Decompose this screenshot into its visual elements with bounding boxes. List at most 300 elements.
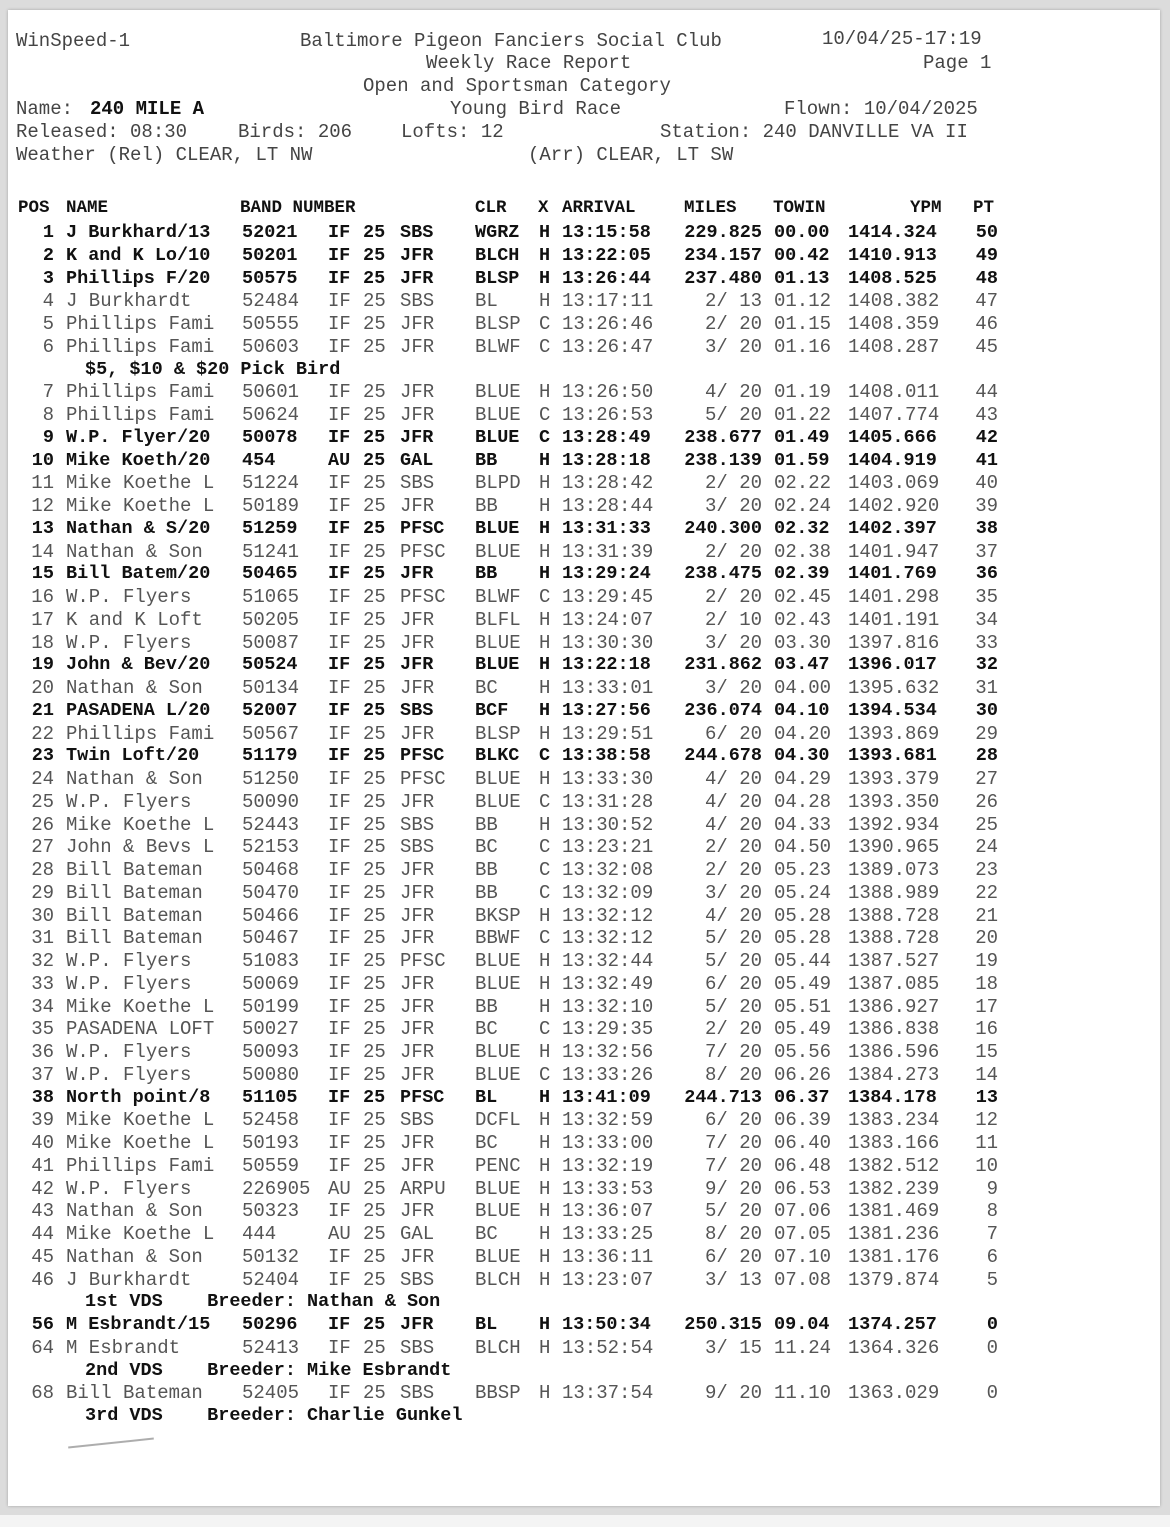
cell-band: 52404	[242, 1269, 300, 1291]
cell-clr: BLUE	[475, 768, 521, 790]
table-row	[8, 859, 1108, 881]
cell-clr: BB	[475, 814, 498, 836]
cell-ypm: 1364.326	[848, 1337, 940, 1359]
cell-x: H	[539, 1109, 551, 1131]
cell-pos: 42	[31, 1178, 54, 1200]
cell-ypm: 1393.379	[848, 768, 940, 790]
cell-towin: 04.28	[774, 791, 832, 813]
cell-pt: 33	[975, 632, 998, 654]
cell-name: J Burkhard/13	[66, 222, 211, 243]
cell-club: JFR	[400, 404, 435, 426]
cell-club: JFR	[400, 495, 435, 517]
cell-band: 52413	[242, 1337, 300, 1359]
cell-name: Mike Koethe L	[66, 1109, 215, 1131]
cell-club: JFR	[400, 996, 435, 1018]
cell-assoc: IF	[328, 1041, 351, 1063]
cell-pt: 43	[975, 404, 998, 426]
cell-assoc: IF	[328, 1269, 351, 1291]
cell-arrival: 13:31:33	[562, 518, 651, 539]
cell-ypm: 1393.869	[848, 723, 940, 745]
cell-x: H	[539, 381, 551, 403]
cell-clr: BB	[475, 859, 498, 881]
table-row	[8, 791, 1108, 813]
cell-arrival: 13:17:11	[562, 290, 654, 312]
cell-yr: 25	[363, 859, 386, 881]
cell-pt: 0	[986, 1382, 998, 1404]
cell-assoc: IF	[328, 632, 351, 654]
cell-clr: BLPD	[475, 472, 521, 494]
cell-arrival: 13:26:44	[562, 268, 651, 289]
cell-clr: WGRZ	[475, 222, 520, 243]
col-towin: TOWIN	[773, 198, 826, 218]
cell-clr: BB	[475, 495, 498, 517]
page-number: Page 1	[923, 52, 992, 74]
cell-band: 454	[242, 450, 276, 471]
cell-name: Nathan & Son	[66, 677, 203, 699]
cell-assoc: AU	[328, 450, 351, 471]
cell-clr: BLUE	[475, 1178, 521, 1200]
cell-clr: BLUE	[475, 950, 521, 972]
cell-towin: 01.22	[774, 404, 832, 426]
cell-pos: 10	[31, 450, 54, 471]
cell-miles: 5/ 20	[704, 996, 762, 1018]
cell-x: H	[539, 1314, 551, 1335]
report-page	[8, 10, 1160, 1506]
cell-miles: 238.677	[684, 427, 762, 448]
cell-assoc: IF	[328, 541, 351, 563]
cell-x: C	[539, 745, 551, 766]
cell-ypm: 1384.178	[848, 1087, 937, 1108]
cell-towin: 06.37	[774, 1087, 830, 1108]
cell-pos: 40	[31, 1132, 54, 1154]
cell-pos: 2	[42, 245, 54, 266]
cell-yr: 25	[363, 1246, 386, 1268]
cell-clr: BLUE	[475, 973, 521, 995]
cell-club: JFR	[400, 927, 435, 949]
cell-band: 52007	[242, 700, 298, 721]
cell-assoc: IF	[328, 723, 351, 745]
cell-clr: BLWF	[475, 336, 521, 358]
cell-pos: 31	[31, 927, 54, 949]
cell-pos: 39	[31, 1109, 54, 1131]
cell-clr: BLUE	[475, 654, 520, 675]
cell-pos: 36	[31, 1041, 54, 1063]
cell-pt: 0	[986, 1337, 998, 1359]
cell-band: 50323	[242, 1200, 300, 1222]
cell-pt: 30	[975, 700, 998, 721]
cell-towin: 05.28	[774, 905, 832, 927]
cell-clr: BKSP	[475, 905, 521, 927]
cell-pos: 46	[31, 1269, 54, 1291]
table-row	[8, 1064, 1108, 1086]
col-x: X	[538, 198, 549, 218]
cell-x: C	[539, 927, 551, 949]
table-row	[8, 1132, 1108, 1154]
cell-towin: 11.10	[774, 1382, 832, 1404]
cell-club: JFR	[400, 1314, 434, 1335]
cell-x: C	[539, 313, 551, 335]
cell-ypm: 1387.085	[848, 973, 940, 995]
race-note: 2nd VDS Breeder: Mike Esbrandt	[85, 1360, 452, 1381]
table-row	[8, 563, 1108, 585]
cell-clr: BBWF	[475, 927, 521, 949]
cell-arrival: 13:28:42	[562, 472, 654, 494]
cell-name: J Burkhardt	[66, 1269, 192, 1291]
cell-arrival: 13:32:59	[562, 1109, 654, 1131]
cell-yr: 25	[363, 700, 386, 721]
cell-name: Phillips Fami	[66, 381, 215, 403]
cell-band: 52484	[242, 290, 300, 312]
cell-ypm: 1387.527	[848, 950, 940, 972]
cell-pt: 6	[986, 1246, 998, 1268]
cell-ypm: 1405.666	[848, 427, 937, 448]
cell-club: SBS	[400, 700, 434, 721]
cell-band: 52443	[242, 814, 300, 836]
cell-arrival: 13:29:24	[562, 563, 651, 584]
cell-yr: 25	[363, 1087, 386, 1108]
cell-name: Mike Koethe L	[66, 814, 215, 836]
cell-name: Mike Koethe L	[66, 1132, 215, 1154]
cell-club: PFSC	[400, 950, 446, 972]
col-clr: CLR	[475, 198, 507, 218]
cell-assoc: IF	[328, 654, 351, 675]
cell-assoc: IF	[328, 859, 351, 881]
cell-x: H	[539, 1269, 551, 1291]
cell-pos: 15	[31, 563, 54, 584]
cell-pos: 17	[31, 609, 54, 631]
cell-name: Phillips Fami	[66, 1155, 215, 1177]
cell-yr: 25	[363, 973, 386, 995]
cell-clr: BLCH	[475, 1337, 521, 1359]
cell-yr: 25	[363, 1223, 386, 1245]
cell-pos: 3	[42, 268, 54, 289]
cell-ypm: 1401.947	[848, 541, 940, 563]
cell-arrival: 13:26:46	[562, 313, 654, 335]
cell-arrival: 13:38:58	[562, 745, 651, 766]
cell-towin: 04.30	[774, 745, 830, 766]
cell-clr: BCF	[475, 700, 509, 721]
cell-arrival: 13:31:28	[562, 791, 654, 813]
cell-club: JFR	[400, 1064, 435, 1086]
cell-name: W.P. Flyers	[66, 1041, 192, 1063]
cell-miles: 6/ 20	[704, 1109, 762, 1131]
cell-band: 50559	[242, 1155, 300, 1177]
cell-miles: 4/ 20	[704, 381, 762, 403]
cell-x: H	[539, 905, 551, 927]
cell-band: 50466	[242, 905, 300, 927]
cell-ypm: 1408.359	[848, 313, 940, 335]
cell-club: GAL	[400, 450, 434, 471]
cell-club: PFSC	[400, 745, 445, 766]
cell-yr: 25	[363, 996, 386, 1018]
cell-pt: 8	[986, 1200, 998, 1222]
cell-miles: 7/ 20	[704, 1041, 762, 1063]
cell-name: Mike Koethe L	[66, 472, 215, 494]
report-title: Weekly Race Report	[426, 52, 632, 74]
cell-pos: 28	[31, 859, 54, 881]
cell-assoc: IF	[328, 814, 351, 836]
cell-band: 50189	[242, 495, 300, 517]
cell-ypm: 1404.919	[848, 450, 937, 471]
cell-club: SBS	[400, 472, 435, 494]
cell-pt: 47	[975, 290, 998, 312]
background-strip	[0, 1515, 1170, 1527]
cell-arrival: 13:32:12	[562, 905, 654, 927]
cell-assoc: IF	[328, 677, 351, 699]
cell-club: JFR	[400, 1155, 435, 1177]
cell-x: H	[539, 563, 551, 584]
cell-towin: 00.00	[774, 222, 830, 243]
cell-pos: 13	[31, 518, 54, 539]
cell-band: 50467	[242, 927, 300, 949]
cell-name: Nathan & S/20	[66, 518, 211, 539]
cell-arrival: 13:30:30	[562, 632, 654, 654]
cell-clr: BC	[475, 677, 498, 699]
cell-x: H	[539, 1382, 551, 1404]
cell-pos: 5	[42, 313, 54, 335]
cell-x: H	[539, 472, 551, 494]
cell-towin: 06.53	[774, 1178, 832, 1200]
cell-band: 51250	[242, 768, 300, 790]
cell-club: PFSC	[400, 1087, 445, 1108]
cell-arrival: 13:29:35	[562, 1018, 654, 1040]
cell-miles: 3/ 20	[704, 632, 762, 654]
cell-yr: 25	[363, 1041, 386, 1063]
cell-towin: 02.45	[774, 586, 832, 608]
cell-arrival: 13:23:21	[562, 836, 654, 858]
cell-yr: 25	[363, 609, 386, 631]
cell-assoc: IF	[328, 381, 351, 403]
cell-miles: 4/ 20	[704, 814, 762, 836]
cell-ypm: 1383.166	[848, 1132, 940, 1154]
cell-arrival: 13:33:25	[562, 1223, 654, 1245]
cell-pos: 16	[31, 586, 54, 608]
cell-club: JFR	[400, 609, 435, 631]
cell-yr: 25	[363, 836, 386, 858]
cell-x: H	[539, 654, 551, 675]
cell-yr: 25	[363, 1382, 386, 1404]
cell-assoc: IF	[328, 1132, 351, 1154]
cell-yr: 25	[363, 1200, 386, 1222]
cell-towin: 11.24	[774, 1337, 832, 1359]
cell-clr: PENC	[475, 1155, 521, 1177]
table-row	[8, 1314, 1108, 1336]
cell-club: JFR	[400, 859, 435, 881]
cell-club: JFR	[400, 1041, 435, 1063]
cell-band: 444	[242, 1223, 277, 1245]
cell-club: JFR	[400, 1018, 435, 1040]
cell-arrival: 13:33:01	[562, 677, 654, 699]
cell-assoc: IF	[328, 1109, 351, 1131]
cell-towin: 04.33	[774, 814, 832, 836]
loft-count: Lofts: 12	[401, 121, 504, 143]
cell-yr: 25	[363, 268, 386, 289]
cell-miles: 4/ 20	[704, 905, 762, 927]
cell-band: 50093	[242, 1041, 300, 1063]
cell-ypm: 1402.397	[848, 518, 937, 539]
cell-pos: 25	[31, 791, 54, 813]
cell-towin: 07.08	[774, 1269, 832, 1291]
table-row	[8, 996, 1108, 1018]
cell-assoc: IF	[328, 1382, 351, 1404]
cell-club: SBS	[400, 814, 435, 836]
cell-arrival: 13:26:53	[562, 404, 654, 426]
cell-x: H	[539, 609, 551, 631]
report-datetime: 10/04/25-17:19	[822, 28, 982, 50]
cell-towin: 01.19	[774, 381, 832, 403]
cell-assoc: IF	[328, 1246, 351, 1268]
cell-pt: 15	[975, 1041, 998, 1063]
cell-x: H	[539, 541, 551, 563]
cell-towin: 05.28	[774, 927, 832, 949]
cell-towin: 05.49	[774, 1018, 832, 1040]
cell-ypm: 1393.350	[848, 791, 940, 813]
cell-band: 52458	[242, 1109, 300, 1131]
weather-arrival: (Arr) CLEAR, LT SW	[528, 144, 734, 166]
cell-band: 50078	[242, 427, 298, 448]
cell-arrival: 13:33:00	[562, 1132, 654, 1154]
cell-clr: BLUE	[475, 1064, 521, 1086]
cell-ypm: 1389.073	[848, 859, 940, 881]
cell-yr: 25	[363, 882, 386, 904]
cell-yr: 25	[363, 768, 386, 790]
cell-miles: 3/ 20	[704, 882, 762, 904]
cell-arrival: 13:32:08	[562, 859, 654, 881]
cell-band: 226905	[242, 1178, 311, 1200]
cell-assoc: IF	[328, 495, 351, 517]
cell-clr: BB	[475, 563, 498, 584]
cell-name: W.P. Flyers	[66, 950, 192, 972]
table-row	[8, 268, 1108, 290]
cell-towin: 02.43	[774, 609, 832, 631]
cell-x: H	[539, 450, 551, 471]
cell-yr: 25	[363, 654, 386, 675]
table-row	[8, 950, 1108, 972]
cell-pos: 7	[42, 381, 54, 403]
cell-miles: 5/ 20	[704, 1200, 762, 1222]
cell-towin: 05.24	[774, 882, 832, 904]
cell-miles: 238.475	[684, 563, 762, 584]
cell-x: H	[539, 222, 551, 243]
cell-pt: 29	[975, 723, 998, 745]
table-row	[8, 654, 1108, 676]
cell-clr: BLUE	[475, 427, 520, 448]
cell-arrival: 13:28:18	[562, 450, 651, 471]
cell-pos: 56	[31, 1314, 54, 1335]
table-row	[8, 245, 1108, 267]
cell-club: SBS	[400, 222, 434, 243]
cell-club: JFR	[400, 882, 435, 904]
table-row	[8, 313, 1108, 335]
cell-arrival: 13:36:07	[562, 1200, 654, 1222]
cell-x: H	[539, 1337, 551, 1359]
cell-name: W.P. Flyers	[66, 632, 192, 654]
cell-miles: 5/ 20	[704, 950, 762, 972]
cell-ypm: 1386.927	[848, 996, 940, 1018]
cell-yr: 25	[363, 632, 386, 654]
cell-ypm: 1386.596	[848, 1041, 940, 1063]
cell-yr: 25	[363, 245, 386, 266]
table-row	[8, 814, 1108, 836]
cell-pt: 25	[975, 814, 998, 836]
cell-clr: BLUE	[475, 791, 521, 813]
cell-pt: 23	[975, 859, 998, 881]
table-row	[8, 404, 1108, 426]
cell-arrival: 13:29:51	[562, 723, 654, 745]
cell-miles: 236.074	[684, 700, 762, 721]
cell-clr: BLUE	[475, 381, 521, 403]
cell-clr: BC	[475, 836, 498, 858]
cell-ypm: 1392.934	[848, 814, 940, 836]
table-row	[8, 495, 1108, 517]
cell-band: 50090	[242, 791, 300, 813]
cell-pos: 21	[31, 700, 54, 721]
cell-assoc: IF	[328, 927, 351, 949]
cell-name: Phillips F/20	[66, 268, 211, 289]
cell-towin: 06.40	[774, 1132, 832, 1154]
cell-miles: 2/ 13	[704, 290, 762, 312]
cell-x: H	[539, 632, 551, 654]
cell-towin: 05.51	[774, 996, 832, 1018]
cell-ypm: 1410.913	[848, 245, 937, 266]
cell-arrival: 13:22:05	[562, 245, 651, 266]
cell-ypm: 1381.469	[848, 1200, 940, 1222]
cell-pt: 36	[975, 563, 998, 584]
cell-x: C	[539, 404, 551, 426]
cell-miles: 3/ 15	[704, 1337, 762, 1359]
cell-ypm: 1393.681	[848, 745, 937, 766]
cell-miles: 3/ 20	[704, 677, 762, 699]
cell-x: C	[539, 427, 551, 448]
table-row	[8, 1246, 1108, 1268]
cell-clr: BLUE	[475, 404, 521, 426]
cell-miles: 2/ 20	[704, 541, 762, 563]
table-row	[8, 336, 1108, 358]
cell-pt: 35	[975, 586, 998, 608]
cell-arrival: 13:24:07	[562, 609, 654, 631]
cell-band: 50134	[242, 677, 300, 699]
cell-towin: 02.32	[774, 518, 830, 539]
cell-pt: 34	[975, 609, 998, 631]
cell-pos: 20	[31, 677, 54, 699]
cell-assoc: IF	[328, 472, 351, 494]
cell-x: H	[539, 1041, 551, 1063]
cell-clr: BLCH	[475, 245, 520, 266]
cell-x: H	[539, 950, 551, 972]
cell-yr: 25	[363, 586, 386, 608]
cell-ypm: 1401.191	[848, 609, 940, 631]
cell-assoc: IF	[328, 518, 351, 539]
cell-band: 51241	[242, 541, 300, 563]
cell-towin: 06.48	[774, 1155, 832, 1177]
table-row	[8, 882, 1108, 904]
cell-miles: 6/ 20	[704, 1246, 762, 1268]
cell-x: C	[539, 882, 551, 904]
cell-miles: 244.713	[684, 1087, 762, 1108]
cell-assoc: IF	[328, 905, 351, 927]
cell-assoc: IF	[328, 973, 351, 995]
cell-miles: 238.139	[684, 450, 762, 471]
table-row	[8, 632, 1108, 654]
pen-mark	[68, 1438, 154, 1449]
cell-band: 50575	[242, 268, 298, 289]
cell-club: JFR	[400, 381, 435, 403]
cell-pos: 22	[31, 723, 54, 745]
cell-clr: BLWF	[475, 586, 521, 608]
table-row	[8, 450, 1108, 472]
cell-band: 50027	[242, 1018, 300, 1040]
cell-club: PFSC	[400, 586, 446, 608]
